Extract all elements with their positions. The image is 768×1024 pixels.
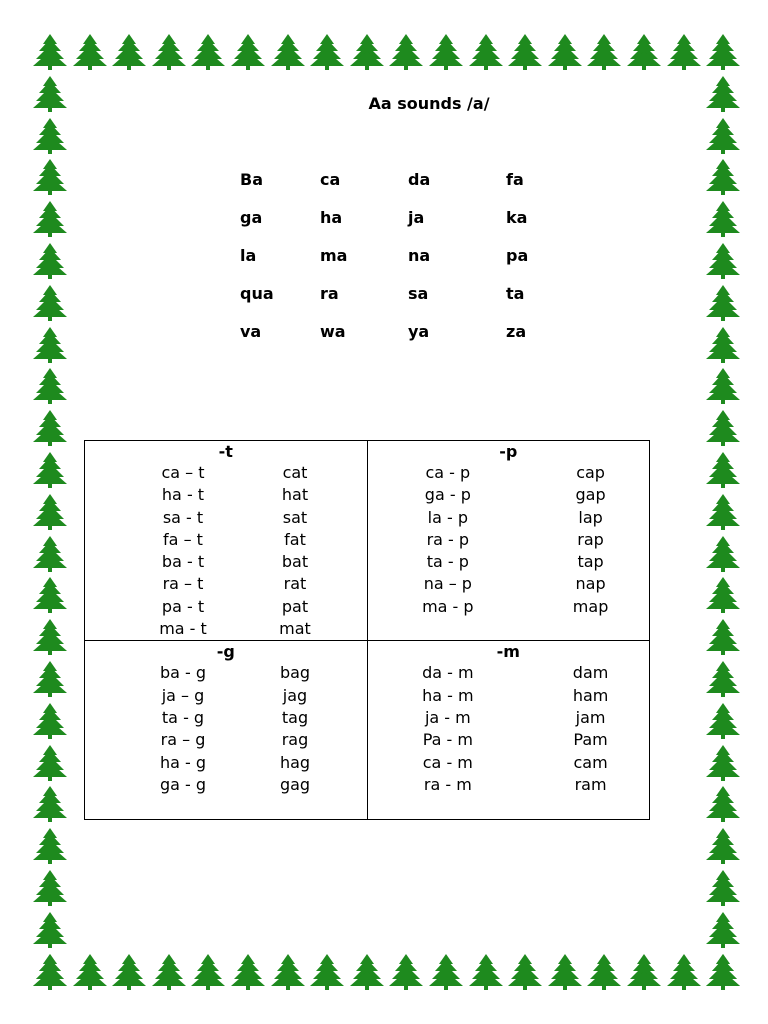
christmas-tree-icon	[30, 450, 70, 490]
christmas-tree-icon	[624, 32, 664, 72]
christmas-tree-icon	[347, 32, 387, 72]
christmas-tree-icon	[188, 32, 228, 72]
blend-text: ma - t	[159, 619, 207, 639]
christmas-tree-icon	[149, 952, 189, 992]
section-header: -p	[499, 442, 518, 461]
christmas-tree-icon	[30, 784, 70, 824]
blend-text: ra – g	[160, 730, 206, 750]
blend-text: ga - g	[159, 774, 207, 794]
syllable: wa	[320, 322, 346, 341]
christmas-tree-icon	[664, 32, 704, 72]
page-title: Aa sounds /a/	[368, 94, 490, 113]
christmas-tree-icon	[307, 952, 347, 992]
blend-text: da - m	[422, 663, 474, 683]
syllable: ga	[240, 208, 263, 227]
word-pair	[85, 529, 367, 551]
christmas-tree-icon	[584, 32, 624, 72]
christmas-tree-icon	[30, 366, 70, 406]
section-header: -g	[216, 642, 235, 662]
word-text: jam	[575, 707, 606, 727]
christmas-tree-icon	[624, 952, 664, 992]
word-text: cam	[573, 752, 608, 772]
word-text: fat	[284, 529, 306, 549]
blend-text: ca - m	[422, 752, 473, 772]
christmas-tree-icon	[30, 199, 70, 239]
section-p	[367, 441, 650, 641]
word-text: cat	[282, 463, 308, 482]
word-text: map	[572, 596, 609, 616]
syllable: qua	[240, 284, 274, 303]
christmas-tree-icon	[149, 32, 189, 72]
syllable: ya	[408, 322, 430, 341]
word-pair	[85, 573, 367, 595]
christmas-tree-icon	[30, 157, 70, 197]
word-pair	[85, 707, 367, 729]
word-text: jag	[282, 685, 308, 705]
word-pair	[368, 484, 650, 506]
christmas-tree-icon	[545, 952, 585, 992]
christmas-tree-icon	[30, 868, 70, 908]
syllable: na	[408, 246, 431, 265]
christmas-tree-icon	[268, 952, 308, 992]
word-text: pat	[281, 596, 309, 616]
christmas-tree-icon	[466, 952, 506, 992]
syllable: ra	[320, 284, 339, 303]
christmas-tree-icon	[30, 701, 70, 741]
christmas-tree-icon	[703, 116, 743, 156]
blend-text: ja - m	[424, 707, 471, 727]
section-header: -t	[218, 442, 233, 461]
christmas-tree-icon	[703, 199, 743, 239]
word-pair	[368, 596, 650, 618]
section-header: -m	[496, 642, 520, 662]
word-pair	[368, 507, 650, 529]
christmas-tree-icon	[30, 743, 70, 783]
word-pair	[85, 685, 367, 707]
word-pair	[368, 462, 650, 484]
word-pair	[85, 752, 367, 774]
christmas-tree-icon	[505, 952, 545, 992]
christmas-tree-icon	[703, 743, 743, 783]
blend-text: ma - p	[422, 596, 474, 616]
christmas-tree-icon	[703, 325, 743, 365]
blend-text: ba - g	[159, 663, 207, 683]
blend-text: ca – t	[161, 463, 205, 482]
word-text: gag	[279, 774, 311, 794]
blend-text: ha - t	[161, 485, 205, 505]
christmas-tree-icon	[584, 952, 624, 992]
blend-text: ha - g	[159, 752, 207, 772]
syllable: fa	[506, 170, 524, 189]
blend-text: la - p	[427, 507, 468, 527]
word-pair	[368, 551, 650, 573]
word-text: tap	[577, 552, 604, 572]
christmas-tree-icon	[703, 910, 743, 950]
christmas-tree-icon	[703, 32, 743, 72]
word-pair	[368, 529, 650, 551]
blend-text: fa – t	[163, 529, 203, 549]
syllable: ca	[320, 170, 341, 189]
christmas-tree-icon	[703, 701, 743, 741]
syllable: sa	[408, 284, 429, 303]
blend-text: ba - t	[161, 552, 205, 572]
word-text: bat	[281, 552, 309, 572]
syllable: Ba	[240, 170, 263, 189]
christmas-tree-icon	[703, 366, 743, 406]
word-text: hat	[281, 485, 309, 505]
christmas-tree-icon	[228, 32, 268, 72]
section-t	[85, 441, 368, 641]
blend-text: ga - p	[424, 485, 471, 505]
christmas-tree-icon	[664, 952, 704, 992]
christmas-tree-icon	[426, 952, 466, 992]
christmas-tree-icon	[30, 534, 70, 574]
word-text: ham	[572, 685, 609, 705]
word-text: gap	[575, 485, 606, 505]
word-pair	[368, 662, 650, 684]
section-m	[367, 641, 650, 820]
syllable: pa	[506, 246, 529, 265]
word-text: rap	[577, 529, 604, 549]
christmas-tree-icon	[703, 784, 743, 824]
christmas-tree-icon	[703, 617, 743, 657]
word-text: hag	[279, 752, 311, 772]
word-table	[84, 440, 650, 820]
syllable: ka	[506, 208, 528, 227]
word-pair	[85, 662, 367, 684]
syllable-grid	[230, 170, 570, 341]
christmas-tree-icon	[30, 492, 70, 532]
christmas-tree-icon	[30, 325, 70, 365]
word-text: lap	[578, 507, 603, 527]
christmas-tree-icon	[703, 868, 743, 908]
syllable: ta	[506, 284, 525, 303]
blend-text: ha - m	[422, 685, 474, 705]
christmas-tree-icon	[109, 32, 149, 72]
blend-text: ta - p	[426, 552, 469, 572]
christmas-tree-icon	[188, 952, 228, 992]
word-pair	[368, 685, 650, 707]
word-pair	[368, 774, 650, 796]
syllable: va	[240, 322, 262, 341]
blend-text: ta - g	[161, 707, 205, 727]
word-text: rat	[283, 574, 307, 594]
christmas-tree-icon	[30, 659, 70, 699]
christmas-tree-icon	[30, 32, 70, 72]
christmas-tree-icon	[466, 32, 506, 72]
christmas-tree-icon	[505, 32, 545, 72]
christmas-tree-icon	[30, 116, 70, 156]
blend-text: ca - p	[425, 463, 471, 482]
christmas-tree-icon	[703, 492, 743, 532]
christmas-tree-icon	[703, 534, 743, 574]
word-pair	[368, 729, 650, 751]
syllable: da	[408, 170, 431, 189]
word-text: sat	[282, 507, 308, 527]
word-pair	[368, 707, 650, 729]
word-pair	[85, 507, 367, 529]
blend-text: pa - t	[161, 596, 205, 616]
christmas-tree-icon	[703, 450, 743, 490]
word-text: Pam	[573, 730, 608, 750]
christmas-tree-icon	[386, 32, 426, 72]
word-text: ram	[574, 774, 607, 794]
christmas-tree-icon	[703, 157, 743, 197]
syllable: la	[240, 246, 257, 265]
christmas-tree-icon	[703, 575, 743, 615]
christmas-tree-icon	[703, 408, 743, 448]
christmas-tree-icon	[30, 408, 70, 448]
christmas-tree-icon	[30, 575, 70, 615]
word-text: nap	[575, 574, 606, 594]
blend-text: ja – g	[161, 685, 205, 705]
christmas-tree-icon	[228, 952, 268, 992]
christmas-tree-icon	[703, 659, 743, 699]
christmas-tree-icon	[70, 32, 110, 72]
christmas-tree-icon	[426, 32, 466, 72]
word-text: dam	[572, 663, 609, 683]
christmas-tree-icon	[347, 952, 387, 992]
christmas-tree-icon	[268, 32, 308, 72]
christmas-tree-icon	[30, 241, 70, 281]
word-pair	[85, 618, 367, 640]
syllable: za	[506, 322, 527, 341]
christmas-tree-icon	[386, 952, 426, 992]
blend-text: Pa - m	[422, 730, 473, 750]
word-text: mat	[279, 619, 311, 639]
section-g	[85, 641, 368, 820]
blend-text: ra - m	[423, 774, 472, 794]
blend-text: na – p	[423, 574, 472, 594]
word-pair	[85, 551, 367, 573]
christmas-tree-icon	[307, 32, 347, 72]
christmas-tree-icon	[30, 283, 70, 323]
word-pair	[368, 752, 650, 774]
blend-text: sa - t	[162, 507, 204, 527]
word-text: rag	[281, 730, 309, 750]
word-pair	[85, 596, 367, 618]
christmas-tree-icon	[30, 617, 70, 657]
blend-text: ra – t	[162, 574, 204, 594]
word-pair	[85, 462, 367, 484]
christmas-tree-icon	[703, 826, 743, 866]
christmas-tree-icon	[703, 952, 743, 992]
syllable: ja	[408, 208, 425, 227]
word-text: tag	[281, 707, 309, 727]
word-text: cap	[576, 463, 605, 482]
christmas-tree-icon	[30, 910, 70, 950]
word-pair	[85, 774, 367, 796]
word-pair	[85, 484, 367, 506]
christmas-tree-icon	[109, 952, 149, 992]
word-text: bag	[279, 663, 311, 683]
blend-text: ra - p	[426, 529, 470, 549]
christmas-tree-icon	[545, 32, 585, 72]
christmas-tree-icon	[70, 952, 110, 992]
christmas-tree-icon	[30, 952, 70, 992]
christmas-tree-icon	[703, 283, 743, 323]
syllable: ma	[320, 246, 348, 265]
christmas-tree-icon	[30, 826, 70, 866]
syllable: ha	[320, 208, 343, 227]
christmas-tree-icon	[703, 241, 743, 281]
word-pair	[85, 729, 367, 751]
word-pair	[368, 573, 650, 595]
